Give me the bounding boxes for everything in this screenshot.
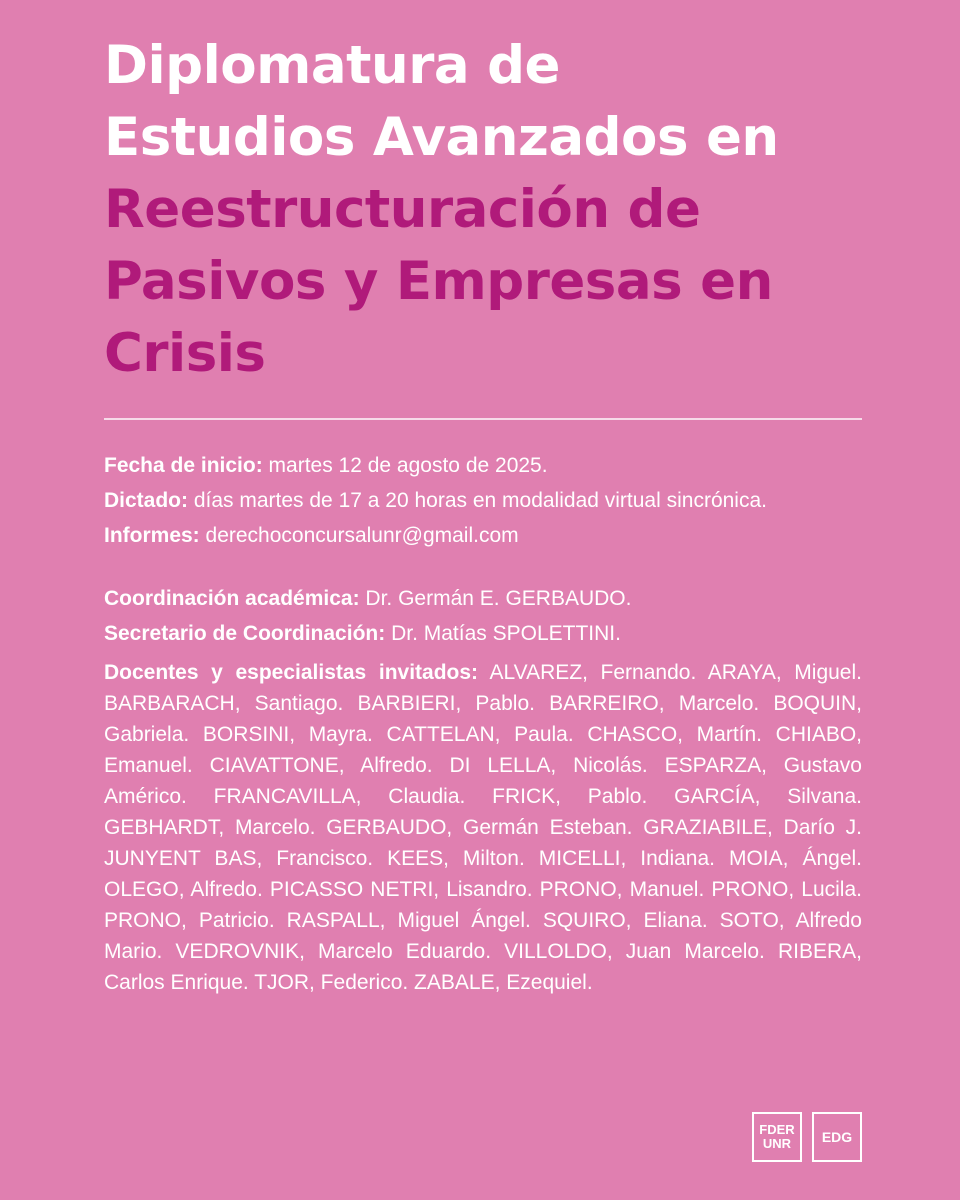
guest-teachers	[104, 657, 862, 998]
title-accent-line-3: Crisis	[104, 323, 266, 384]
course-info	[104, 454, 862, 998]
page-title	[104, 30, 862, 390]
flyer	[104, 30, 862, 1009]
coordination-secretary-label: Secretario de Coordinación:	[104, 622, 386, 645]
academic-coordination	[104, 587, 862, 611]
start-date-value: martes 12 de agosto de 2025.	[262, 454, 548, 477]
fder-logo-line-2: UNR	[762, 1136, 792, 1151]
title-line-2: Estudios Avanzados en	[104, 107, 779, 168]
title-line-1: Diplomatura de	[104, 35, 560, 96]
title-accent-line-1: Reestructuración de	[104, 179, 701, 240]
fder-logo-line-1: FDER	[759, 1122, 795, 1137]
schedule-value: días martes de 17 a 20 horas en modalidad virtual sincrónica.	[188, 489, 767, 512]
schedule	[104, 489, 862, 513]
start-date	[104, 454, 862, 478]
coordination-secretary	[104, 622, 862, 646]
guest-teachers-list: ALVAREZ, Fernando. ARAYA, Miguel. BARBARACH, Santiago. BARBIERI, Pablo. BARREIRO, Marcelo. BOQUIN, Gabriela. BORSINI, Mayra. CATTELAN, Paula. CHASCO, Martín. CHIABO, Emanuel. CIAVATTONE, Alfredo. DI LELLA, Nicolás. ESPARZA, Gustavo Américo. FRANCAVILLA, Claudia. FRICK, Pablo. GARCÍA, Silvana. GEBHARDT, Marcelo. GERBAUDO, Germán Esteban. GRAZIABILE, Darío J. JUNYENT BAS, Francisco. KEES, Milton. MICELLI, Indiana. MOIA, Ángel. OLEGO, Alfredo. PICASSO NETRI, Lisandro. PRONO, Manuel. PRONO, Lucila. PRONO, Patricio. RASPALL, Miguel Ángel. SQUIRO, Eliana. SOTO, Alfredo Mario. VEDROVNIK, Marcelo Eduardo. VILLOLDO, Juan Marcelo. RIBERA, Carlos Enrique. TJOR, Federico. ZABALE, Ezequiel.	[104, 661, 862, 994]
start-date-label: Fecha de inicio:	[104, 454, 263, 477]
title-accent-line-2: Pasivos y Empresas en	[104, 251, 773, 312]
edg-logo-text: EDG	[821, 1129, 853, 1145]
divider	[104, 418, 862, 420]
edg-logo	[812, 1112, 862, 1162]
academic-coordination-label: Coordinación académica:	[104, 587, 360, 610]
academic-coordination-value: Dr. Germán E. GERBAUDO.	[359, 587, 632, 610]
contact	[104, 524, 862, 548]
schedule-label: Dictado:	[104, 489, 188, 512]
institution-logos	[752, 1112, 862, 1162]
coordination-secretary-value: Dr. Matías SPOLETTINI.	[385, 622, 621, 645]
guest-teachers-label: Docentes y especialistas invitados:	[104, 661, 479, 684]
contact-email[interactable]: derechoconcursalunr@gmail.com	[199, 524, 519, 547]
contact-label: Informes:	[104, 524, 200, 547]
fder-unr-logo	[752, 1112, 802, 1162]
